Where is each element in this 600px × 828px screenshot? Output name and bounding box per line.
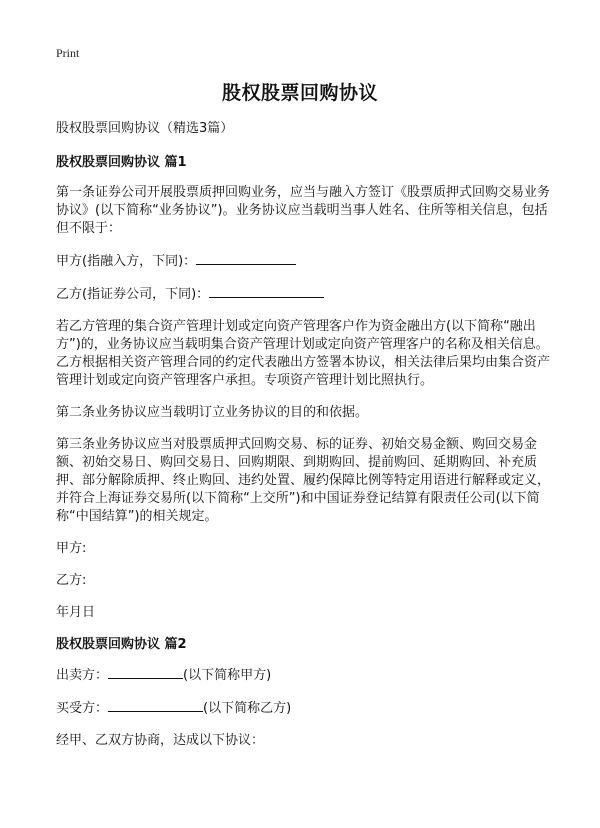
party-b-label: 乙方(指证券公司，下同)： [56,287,210,302]
seller-label: 出卖方： [56,668,109,683]
section-heading-1: 股权股票回购协议 篇1 [56,155,187,170]
buyer-label: 买受方： [56,701,109,716]
page-title: 股权股票回购协议 [221,82,378,104]
signature-date: 年月日 [56,605,96,620]
signature-party-a: 甲方: [56,541,87,556]
paragraph-fund-provider: 若乙方管理的集合资产管理计划或定向资产管理客户作为资金融出方(以下简称“融出方”)的，业务协议应当载明集合资产管理计划或定向资产管理客户的名称及相关信息。乙方根据相关资产管理合同的约定代表融出方签署本协议，相关法律后果均由集合资产管理计划或定向资产管理客户承担。专项资产管理计划比照执行。 [56,319,551,388]
party-a-label: 甲方(指融入方，下同)： [56,254,197,269]
paragraph-article-2: 第二条业务协议应当载明订立业务协议的目的和依据。 [56,405,369,420]
seller-line [56,666,552,685]
party-a-blank [196,252,296,265]
paragraph-article-3: 第三条业务协议应当对股票质押式回购交易、标的证券、初始交易金额、购回交易金额、初始交易日、购回交易日、回购期限、到期购回、提前购回、延期购回、补充质押、部分解除质押、终止购回、违约处置、履约保障比例等特定用语进行解释或定义，并符合上海证券交易所(以下简称“上交所”)和中国证券登记结算有限责任公司(以下简称“中国结算”)的相关规定。 [56,437,551,524]
document-body [56,120,552,764]
buyer-suffix: (以下简称乙方) [203,701,292,716]
party-a-line [56,252,552,271]
document-subtitle: 股权股票回购协议（精选3篇） [56,121,234,136]
print-link[interactable]: Print [56,46,80,60]
party-b-blank [209,285,324,298]
section-heading-2: 股权股票回购协议 篇2 [56,637,187,652]
buyer-line [56,699,552,718]
seller-suffix: (以下简称甲方) [183,668,272,683]
paragraph-agreement-intro: 经甲、乙双方协商，达成以下协议： [56,733,265,748]
paragraph-article-1: 第一条证券公司开展股票质押回购业务，应当与融入方签订《股票质押式回购交易业务协议》(以下简称“业务协议”)。业务协议应当载明当事人姓名、住所等相关信息，包括但不限于： [56,185,551,236]
party-b-line [56,285,552,304]
seller-blank [108,666,183,679]
buyer-blank [108,699,203,712]
signature-party-b: 乙方: [56,573,87,588]
